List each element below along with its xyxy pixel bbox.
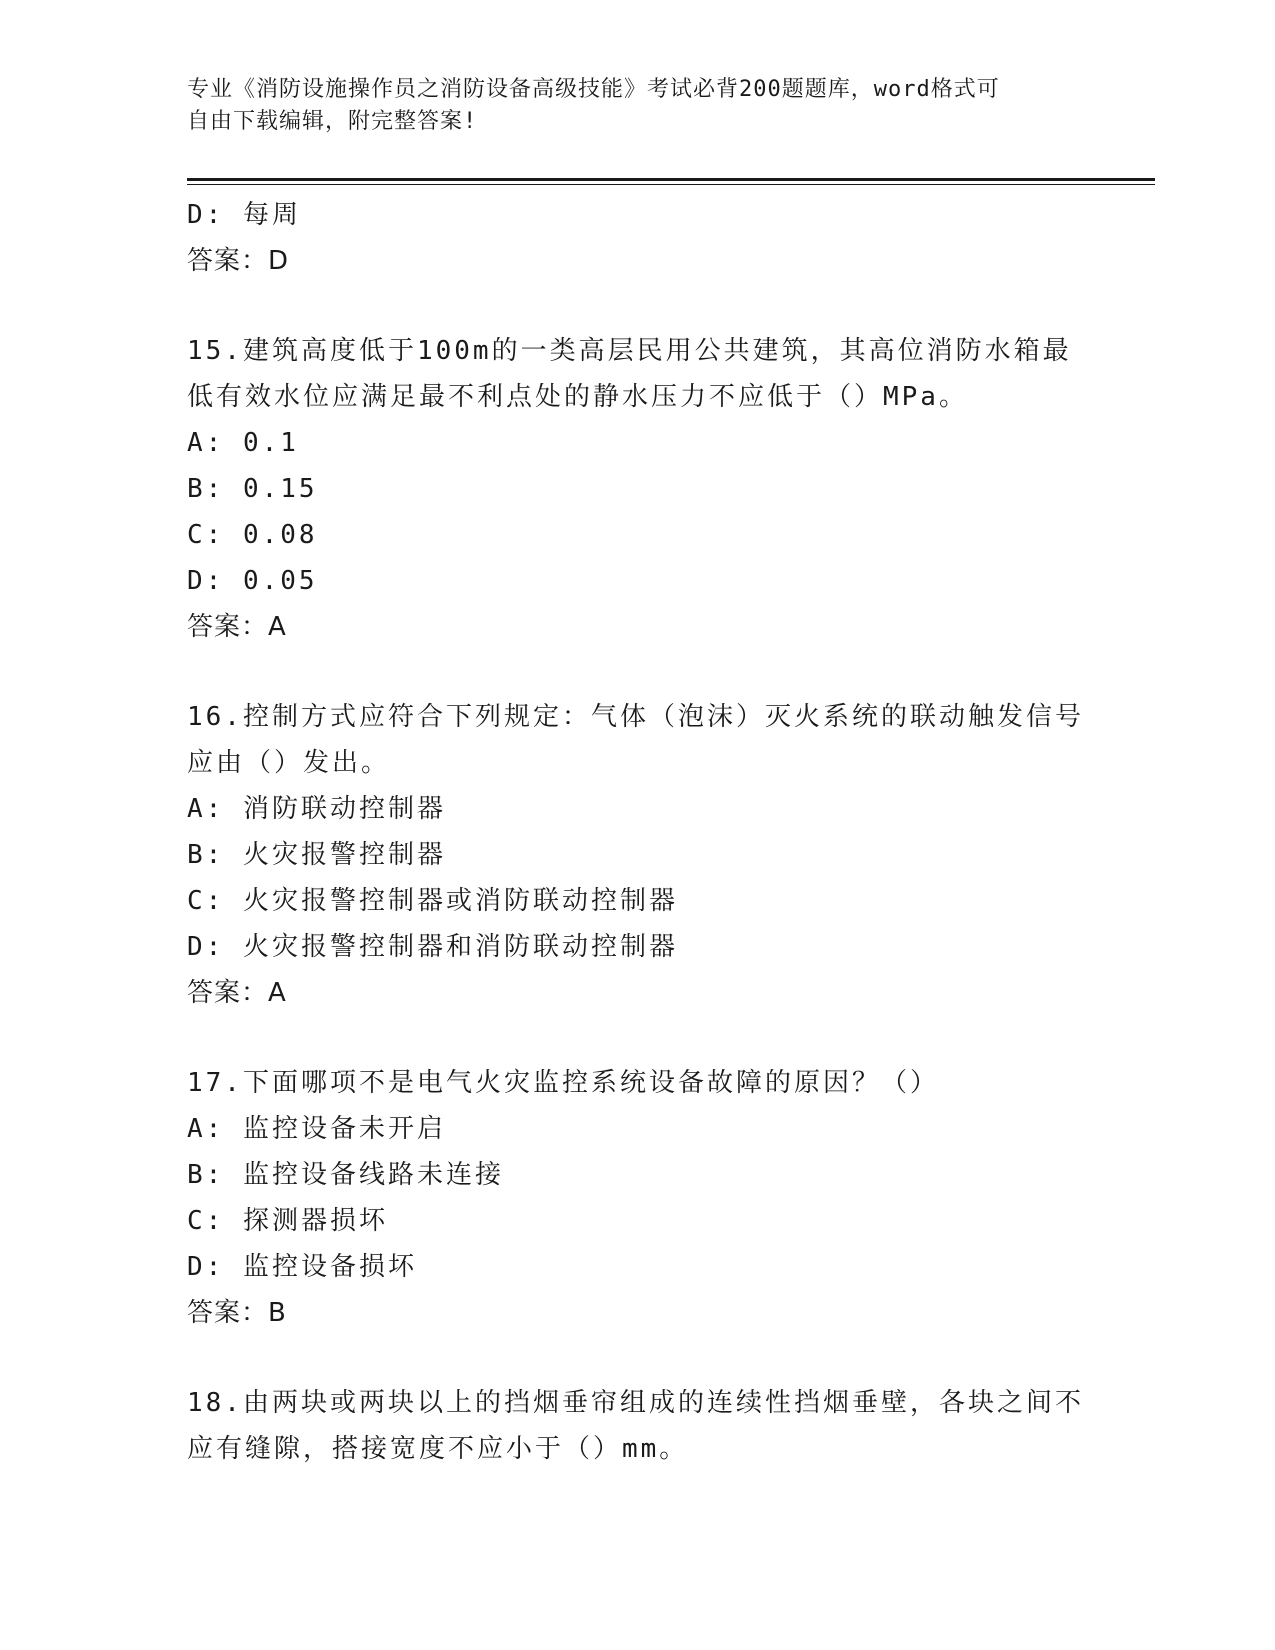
question-18 — [187, 1380, 1087, 1472]
option-a: A: 监控设备未开启 — [187, 1114, 446, 1144]
answer: 答案：A — [187, 612, 287, 642]
option-d: D: 每周 — [187, 200, 301, 230]
header-divider-thick — [187, 178, 1155, 181]
answer: 答案：A — [187, 978, 287, 1008]
option-a: A: 0.1 — [187, 428, 299, 458]
option-c: C: 0.08 — [187, 520, 318, 550]
option-b: B: 监控设备线路未连接 — [187, 1160, 504, 1190]
header-line-2: 自由下载编辑，附完整答案! — [187, 109, 478, 134]
answer: 答案：B — [187, 1298, 287, 1328]
option-c: C: 火灾报警控制器或消防联动控制器 — [187, 886, 678, 916]
question-text: 应有缝隙，搭接宽度不应小于（）mm。 — [187, 1434, 689, 1464]
option-b: B: 火灾报警控制器 — [187, 840, 446, 870]
header-line-1: 专业《消防设施操作员之消防设备高级技能》考试必背200题题库，word格式可 — [187, 77, 1000, 102]
document-body — [187, 192, 1087, 1472]
option-d: D: 监控设备损坏 — [187, 1252, 417, 1282]
option-d: D: 0.05 — [187, 566, 318, 596]
option-b: B: 0.15 — [187, 474, 318, 504]
question-15 — [187, 328, 1087, 650]
question-text: 15.建筑高度低于100m的一类高层民用公共建筑，其高位消防水箱最 — [187, 336, 1072, 366]
question-text: 16.控制方式应符合下列规定：气体（泡沫）灭火系统的联动触发信号 — [187, 702, 1084, 732]
question-17 — [187, 1060, 1087, 1336]
question-text: 应由（）发出。 — [187, 748, 391, 778]
option-a: A: 消防联动控制器 — [187, 794, 446, 824]
question-text: 18.由两块或两块以上的挡烟垂帘组成的连续性挡烟垂壁，各块之间不 — [187, 1388, 1084, 1418]
question-14-tail — [187, 192, 1087, 284]
option-d: D: 火灾报警控制器和消防联动控制器 — [187, 932, 678, 962]
question-16 — [187, 694, 1087, 1016]
header-divider-thin — [187, 184, 1155, 185]
question-text: 低有效水位应满足最不利点处的静水压力不应低于（）MPa。 — [187, 382, 968, 412]
option-c: C: 探测器损坏 — [187, 1206, 388, 1236]
document-header — [187, 74, 1087, 138]
answer: 答案：D — [187, 246, 290, 276]
question-text: 17.下面哪项不是电气火灾监控系统设备故障的原因？（） — [187, 1068, 939, 1098]
